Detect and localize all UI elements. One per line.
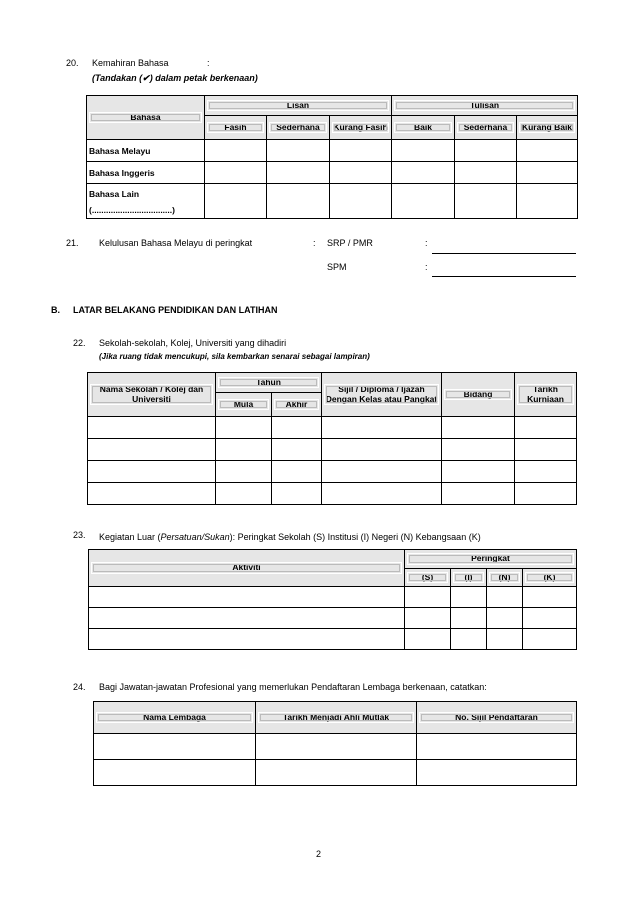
table-row: [87, 162, 578, 184]
input-cell[interactable]: [487, 608, 523, 629]
input-cell[interactable]: [216, 439, 272, 461]
input-cell[interactable]: [451, 587, 487, 608]
input-cell[interactable]: [523, 629, 577, 650]
other-language-blank[interactable]: (..................................): [89, 205, 175, 216]
input-cell[interactable]: [322, 461, 442, 483]
header-tarikh-ahli: Tarikh Menjadi Ahli Mutlak: [256, 702, 417, 734]
input-cell[interactable]: [94, 734, 256, 760]
header-tarikh-kurniaan: Tarikh Kurniaan: [515, 373, 577, 417]
q20-colon: :: [207, 58, 210, 68]
checkbox-cell[interactable]: [267, 162, 330, 184]
header-bidang: Bidang: [442, 373, 515, 417]
input-cell[interactable]: [322, 483, 442, 505]
q22-number: 22.: [73, 338, 86, 348]
input-cell[interactable]: [451, 629, 487, 650]
education-table: [87, 372, 577, 505]
header-tulisan: Tulisan: [392, 96, 578, 116]
checkbox-cell[interactable]: [330, 162, 392, 184]
header-tahun: Tahun: [216, 373, 322, 393]
q20-number: 20.: [66, 58, 79, 68]
language-proficiency-table: [86, 95, 578, 219]
input-cell[interactable]: [405, 587, 451, 608]
section-b-title: LATAR BELAKANG PENDIDIKAN DAN LATIHAN: [73, 305, 278, 315]
input-cell[interactable]: [322, 417, 442, 439]
row-label-bahasa-inggeris: Bahasa Inggeris: [87, 162, 205, 184]
spm-answer-line[interactable]: [432, 276, 576, 277]
input-cell[interactable]: [405, 608, 451, 629]
input-cell[interactable]: [272, 483, 322, 505]
checkbox-cell[interactable]: [205, 140, 267, 162]
checkbox-cell[interactable]: [330, 184, 392, 219]
checkbox-cell[interactable]: [392, 162, 455, 184]
input-cell[interactable]: [417, 734, 577, 760]
checkbox-cell[interactable]: [517, 162, 578, 184]
header-sederhana-lisan: Sederhana: [267, 116, 330, 140]
input-cell[interactable]: [89, 587, 405, 608]
row-label-bahasa-melayu: Bahasa Melayu: [87, 140, 205, 162]
srp-pmr-answer-line[interactable]: [432, 253, 576, 254]
input-cell[interactable]: [405, 629, 451, 650]
q20-instruction: (Tandakan (✔) dalam petak berkenaan): [92, 73, 258, 83]
input-cell[interactable]: [523, 587, 577, 608]
header-level-s: (S): [405, 569, 451, 587]
q21-level-srp-pmr: SRP / PMR: [327, 238, 373, 248]
table-row: [88, 417, 577, 439]
header-level-n: (N): [487, 569, 523, 587]
input-cell[interactable]: [256, 760, 417, 786]
table-row: [89, 587, 577, 608]
input-cell[interactable]: [272, 461, 322, 483]
header-fasih: Fasih: [205, 116, 267, 140]
header-sederhana-tulisan: Sederhana: [455, 116, 517, 140]
q24-label: Bagi Jawatan-jawatan Profesional yang memerlukan Pendaftaran Lembaga berkenaan, catatkan:: [99, 682, 487, 692]
checkbox-cell[interactable]: [455, 162, 517, 184]
input-cell[interactable]: [451, 608, 487, 629]
q21-level-spm: SPM: [327, 262, 347, 272]
header-kurang-fasih: Kurang Fasih: [330, 116, 392, 140]
q20-label: Kemahiran Bahasa: [92, 58, 169, 68]
input-cell[interactable]: [442, 483, 515, 505]
q21-label: Kelulusan Bahasa Melayu di peringkat: [99, 238, 253, 248]
input-cell[interactable]: [216, 417, 272, 439]
header-aktiviti: Aktiviti: [89, 550, 405, 587]
input-cell[interactable]: [322, 439, 442, 461]
professional-registration-table: [93, 701, 577, 786]
header-nama-sekolah: Nama Sekolah / Kolej dan Universiti: [88, 373, 216, 417]
table-row: [88, 483, 577, 505]
page-number: 2: [316, 849, 322, 859]
checkbox-cell[interactable]: [455, 140, 517, 162]
checkbox-cell[interactable]: [517, 184, 578, 219]
section-b-letter: B.: [51, 305, 60, 315]
q24-number: 24.: [73, 682, 86, 692]
input-cell[interactable]: [272, 417, 322, 439]
activities-table: [88, 549, 577, 650]
header-bahasa: Bahasa: [87, 96, 205, 140]
input-cell[interactable]: [216, 483, 272, 505]
input-cell[interactable]: [515, 483, 577, 505]
checkbox-cell[interactable]: [330, 140, 392, 162]
input-cell[interactable]: [515, 461, 577, 483]
table-row: [94, 734, 577, 760]
q23-label: Kegiatan Luar (Persatuan/Sukan): Peringkat Sekolah (S) Institusi (I) Negeri (N) Kebangsaan (K): [99, 532, 481, 542]
checkbox-cell[interactable]: [517, 140, 578, 162]
table-row: [94, 760, 577, 786]
input-cell[interactable]: [417, 760, 577, 786]
checkbox-cell[interactable]: [392, 184, 455, 219]
header-peringkat: Peringkat: [405, 550, 577, 569]
input-cell[interactable]: [256, 734, 417, 760]
checkbox-cell[interactable]: [267, 184, 330, 219]
checkbox-cell[interactable]: [455, 184, 517, 219]
q22-instruction: (Jika ruang tidak mencukupi, sila kembarkan senarai sebagai lampiran): [99, 352, 370, 361]
header-no-sijil: No. Sijil Pendaftaran: [417, 702, 577, 734]
input-cell[interactable]: [216, 461, 272, 483]
table-row: [88, 439, 577, 461]
header-mula: Mula: [216, 393, 272, 417]
input-cell[interactable]: [515, 439, 577, 461]
input-cell[interactable]: [94, 760, 256, 786]
table-row: [88, 461, 577, 483]
q21-level-colon: :: [425, 238, 428, 248]
input-cell[interactable]: [487, 629, 523, 650]
checkbox-cell[interactable]: [205, 162, 267, 184]
header-baik: Baik: [392, 116, 455, 140]
header-level-i: (I): [451, 569, 487, 587]
input-cell[interactable]: [442, 439, 515, 461]
input-cell[interactable]: [88, 439, 216, 461]
row-label-bahasa-lain: Bahasa Lain (..................................): [87, 184, 205, 219]
header-lisan: Lisan: [205, 96, 392, 116]
input-cell[interactable]: [272, 439, 322, 461]
input-cell[interactable]: [487, 587, 523, 608]
header-sijil: Sijil / Diploma / Ijazah Dengan Kelas atau Pangkat: [322, 373, 442, 417]
table-row: [87, 140, 578, 162]
input-cell[interactable]: [442, 417, 515, 439]
input-cell[interactable]: [88, 417, 216, 439]
table-row: [89, 629, 577, 650]
checkbox-cell[interactable]: [267, 140, 330, 162]
q21-level-colon: :: [425, 262, 428, 272]
q21-number: 21.: [66, 238, 79, 248]
header-kurang-baik: Kurang Baik: [517, 116, 578, 140]
header-nama-lembaga: Nama Lembaga: [94, 702, 256, 734]
input-cell[interactable]: [88, 483, 216, 505]
input-cell[interactable]: [89, 629, 405, 650]
header-level-k: (K): [523, 569, 577, 587]
q23-number: 23.: [73, 530, 86, 540]
input-cell[interactable]: [523, 608, 577, 629]
input-cell[interactable]: [515, 417, 577, 439]
q21-colon: :: [313, 238, 316, 248]
input-cell[interactable]: [88, 461, 216, 483]
table-row: [87, 184, 578, 219]
header-akhir: Akhir: [272, 393, 322, 417]
table-row: [89, 608, 577, 629]
input-cell[interactable]: [442, 461, 515, 483]
checkbox-cell[interactable]: [205, 184, 267, 219]
checkbox-cell[interactable]: [392, 140, 455, 162]
q22-label: Sekolah-sekolah, Kolej, Universiti yang dihadiri: [99, 338, 287, 348]
input-cell[interactable]: [89, 608, 405, 629]
